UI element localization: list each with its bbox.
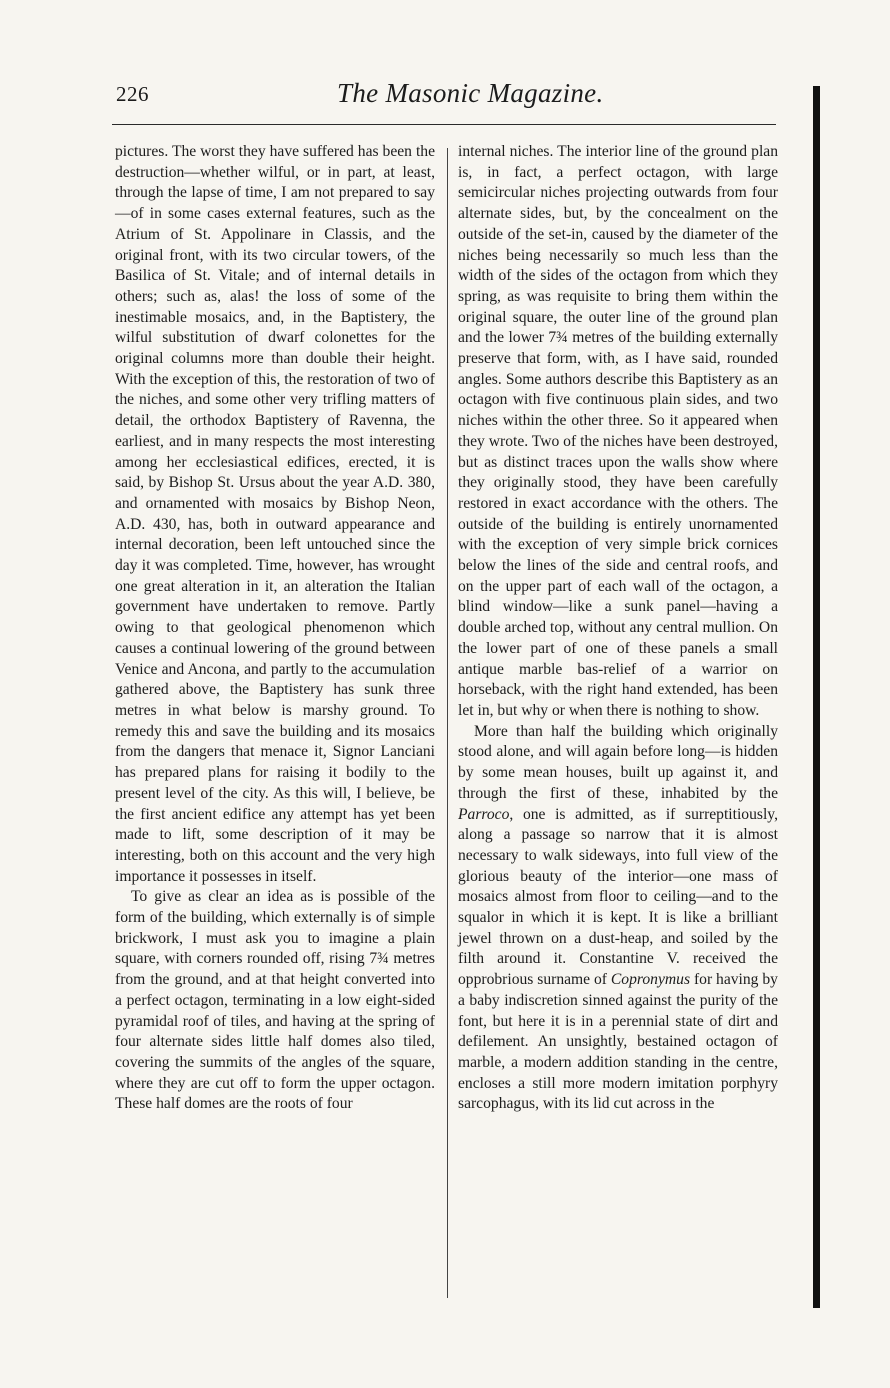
copronymus-italic: Copronymus [610,971,691,989]
right-paragraph-2-end: for having by a baby indiscretion sinned against the purity of the font, but here it is in a perennial state of dirt and defilement. An unsightly, bestained octagon of marble, a modern addition standing in the centre, encloses a still more modern imitation porphyry sarcophagus, with its lid cut across in the [458,971,778,1113]
left-paragraph-2: To give as clear an idea as is possible of the form of the building, which externally is of simple brickwork, I must ask you to imagine a plain square, with corners rounded off, rising 7¾ metres from the ground, and at that height converted into a perfect octagon, terminating in a low eight-sided pyramidal roof of tiles, and having at the spring of four alternate sides little half domes also tiled, covering the summits of the angles of the square, where they are cut off to form the upper octagon. These half domes are the roots of four [115,888,435,1113]
right-paragraph-1: internal niches. The interior line of the ground plan is, in fact, a perfect octagon, with large semicircular niches projecting outwards from four alternate sides, but, by the concealment on the outside of the set-in, caused by the diameter of the niches being necessarily so much less than the width of the sides of the octagon from which they spring, as was requisite to bring them within the original square, the outer line of the ground plan and the lower 7¾ metres of the building externally preserve that form, with, as I have said, rounded angles. Some authors describe this Baptistery as an octagon with five continuous plain sides, and two niches within the other three. So it appeared when they wrote. Two of the niches have been destroyed, but as distinct traces upon the walls show where they originally stood, they have been carefully restored in exact accordance with the others. The outside of the building is entirely unornamented with the exception of very simple brick cornices below the lines of the side and central roofs, and on the upper part of each wall of the octagon, a blind window—like a sunk panel—having a double arched top, without any central mullion. On the lower part of one of these panels a small antique marble bas-relief of a warrior on horseback, with the right hand extended, has been let in, but why or when there is nothing to show. [458,143,778,719]
parroco-italic: Parroco [458,805,510,823]
column-divider [447,148,448,1298]
left-paragraph-1: pictures. The worst they have suffered has been the destruction—whether wilful, or in part, at least, through the lapse of time, I am not prepared to say—of in some cases external features, such as the Atrium of St. Appolinare in Classis, and the original front, with its two circular towers, of the Basilica of St. Vitale; and of internal details in others; such as, alas! the loss of some of the inestimable mosaics, and, in the Baptistery, the wilful substitution of dwarf colonettes for the original columns more than double their height. With the exception of this, the restoration of two of the niches, and some other very trifling matters of detail, the orthodox Baptistery of Ravenna, the earliest, and in many respects the most interesting among her ecclesiastical edifices, erected, it is said, by Bishop St. Ursus about the year A.D. 380, and ornamented with mosaics by Bishop Neon, A.D. 430, has, both in outward appearance and internal decoration, been left untouched since the day it was completed. Time, however, has wrought one great alteration in it, an alteration the Italian government have undertaken to remove. Partly owing to that geological phenomenon which causes a continual lowering of the ground between Venice and Ancona, and partly to the accumulation gathered above, the Baptistery has sunk three metres in what below is marshy ground. To remedy this and save the building and its mosaics from the dangers that menace it, Signor Lanciani has prepared plans for raising it bodily to the present level of the city. As this will, I believe, be the first ancient edifice any attempt has yet been made to lift, some description of it may be interesting, both on this account and the very high importance it possesses in itself. [115,143,435,885]
header-rule [112,124,776,125]
page-number: 226 [116,82,149,106]
page-edge-bar [813,86,820,1308]
right-paragraph-2 [458,722,778,1115]
left-column [115,142,435,1115]
right-paragraph-2-start: More than half the building which originally stood alone, and will again before long—is hidden by some mean houses, built up against it, and through the first of these, inhabited by the [458,722,778,802]
running-title: The Masonic Magazine. [337,78,604,108]
right-column [458,142,778,1115]
right-paragraph-2-mid: , one is admitted, as if surreptitiously, along a passage so narrow that it is almost necessary to walk sideways, into full view of the glorious beauty of the interior—one mass of mosaics almost from floor to ceiling—and to the squalor in which it is kept. It is like a brilliant jewel thrown on a dust-heap, and soiled by the filth around it. Constantine V. received the opprobrious surname of [458,805,778,989]
